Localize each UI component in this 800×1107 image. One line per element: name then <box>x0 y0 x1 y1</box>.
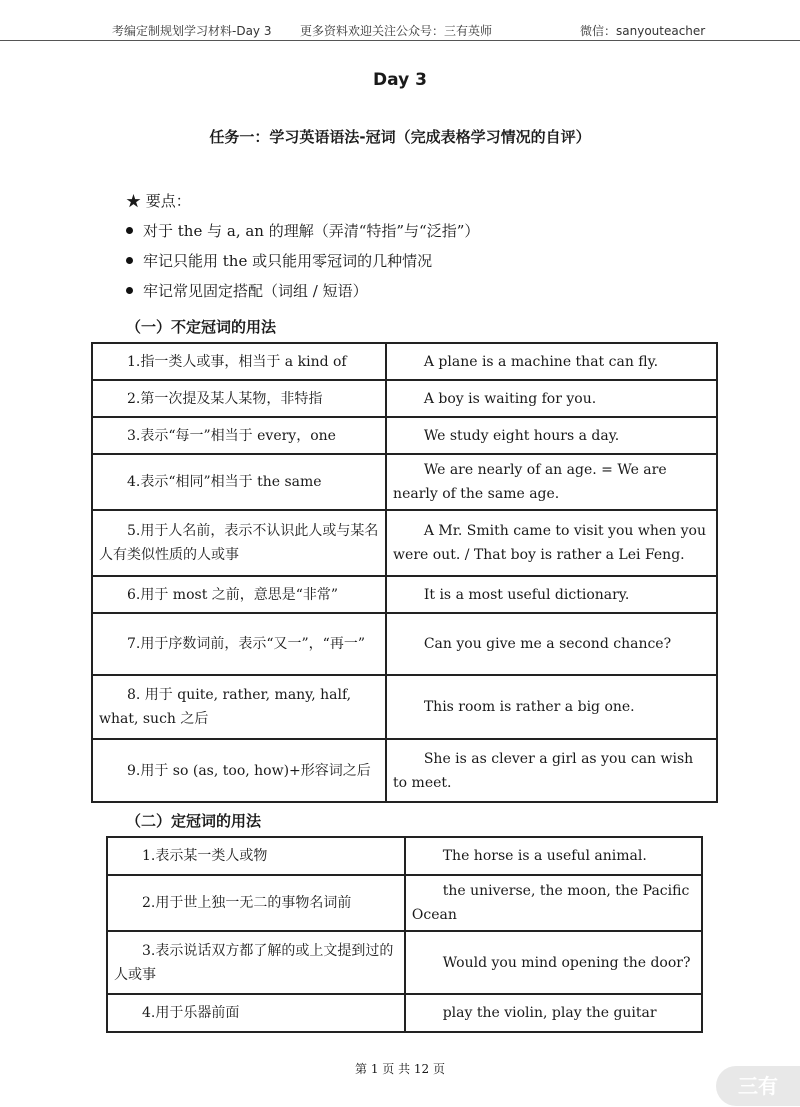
keypoint-item: 牢记只能用 the 或只能用零冠词的几种情况 <box>126 250 479 280</box>
keypoints-list <box>126 190 479 310</box>
table-row: 2.用于世上独一无二的事物名词前 the universe, the moon, the Pacific Ocean <box>107 875 702 931</box>
section2-heading: （二）定冠词的用法 <box>126 812 262 830</box>
table-row: 6.用于 most 之前，意思是“非常” It is a most useful dictionary. <box>92 576 717 613</box>
section1-heading: （一）不定冠词的用法 <box>126 318 277 336</box>
keypoints-heading: ★ 要点： <box>126 192 191 210</box>
table-row: 2.第一次提及某人某物，非特指 A boy is waiting for you. <box>92 380 717 417</box>
page-title: Day 3 <box>373 70 427 90</box>
bullet-icon <box>126 287 133 294</box>
table-row: 4.表示“相同”相当于 the same We are nearly of an age. = We are nearly of the same age. <box>92 454 717 510</box>
keypoint-item: 对于 the 与 a, an 的理解（弄清“特指”与“泛指”） <box>126 220 479 250</box>
table-row: 3.表示说话双方都了解的或上文提到过的人或事 Would you mind opening the door? <box>107 931 702 994</box>
table-row: 7.用于序数词前，表示“又一”，“再一” Can you give me a second chance? <box>92 613 717 675</box>
table-row: 3.表示“每一”相当于 every，one We study eight hours a day. <box>92 417 717 454</box>
page-number: 第 1 页 共 12 页 <box>355 1062 445 1076</box>
page-header <box>0 0 800 41</box>
definite-article-table <box>106 836 703 1033</box>
table-row: 5.用于人名前，表示不认识此人或与某名人有类似性质的人或事 A Mr. Smith came to visit you when you were out. / That boy is rather a Lei Feng. <box>92 510 717 576</box>
table-row: 4.用于乐器前面 play the violin, play the guitar <box>107 994 702 1032</box>
task-heading: 任务一：学习英语语法-冠词（完成表格学习情况的自评） <box>209 128 591 146</box>
indefinite-article-table <box>91 342 718 803</box>
watermark-logo: 三有 <box>716 1066 800 1106</box>
table-row: 1.指一类人或事，相当于 a kind of A plane is a machine that can fly. <box>92 343 717 380</box>
table-row: 8. 用于 quite, rather, many, half, what, such 之后 This room is rather a big one. <box>92 675 717 739</box>
table-row: 9.用于 so (as, too, how)+形容词之后 She is as clever a girl as you can wish to meet. <box>92 739 717 802</box>
bullet-icon <box>126 257 133 264</box>
keypoint-item: 牢记常见固定搭配（词组 / 短语） <box>126 280 479 310</box>
bullet-icon <box>126 227 133 234</box>
header-center-text: 更多资料欢迎关注公众号：三有英师 <box>300 24 493 38</box>
header-right-text: 微信：sanyouteacher <box>580 24 706 38</box>
table-row: 1.表示某一类人或物 The horse is a useful animal. <box>107 837 702 875</box>
header-left-text: 考编定制规划学习材料-Day 3 <box>112 24 272 38</box>
